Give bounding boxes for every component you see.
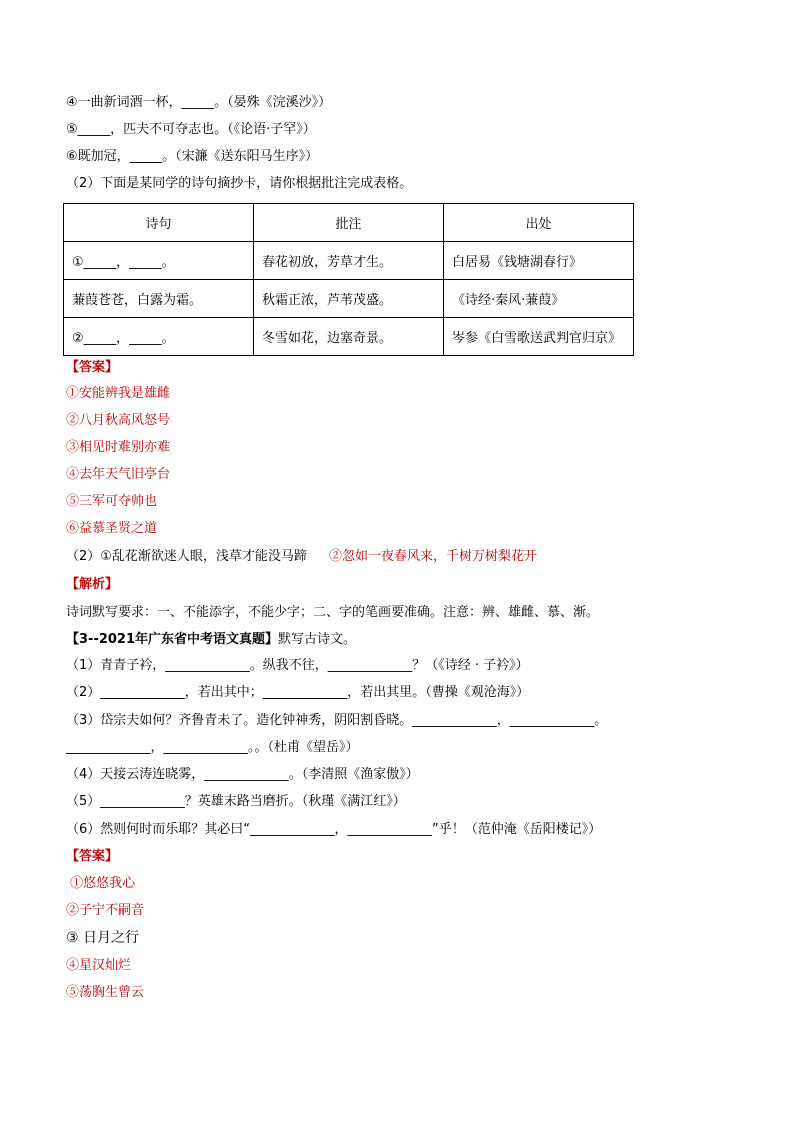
table-header-row (64, 204, 634, 242)
table-cell: 冬雪如花，边塞奇景。 (254, 318, 444, 356)
answer-item: ②八月秋高风怒号 (66, 413, 171, 428)
table-cell: 秋霜正浓，芦苇茂盛。 (254, 280, 444, 318)
answer-item: ④去年天气旧亭台 (66, 467, 171, 482)
answer-part2-b: ②忽如一夜春风来，千树万树梨花开 (328, 549, 537, 564)
question-line: _____________，_____________。。（杜甫《望岳》） (66, 740, 359, 755)
table-row (64, 242, 634, 280)
answer-item: ⑥益慕圣贤之道 (66, 521, 158, 536)
analysis-text: 诗词默写要求：一、不能添字，不能少字；二、字的笔画要准确。注意：辨、雄雌、慕、渐。 (66, 605, 600, 620)
excerpt-table (63, 203, 634, 356)
table-cell: 《诗经·秦风·蒹葭》 (444, 280, 634, 318)
table-cell: ②_____，_____。 (64, 318, 254, 356)
table-row (64, 280, 634, 318)
table-instruction: （2）下面是某同学的诗句摘抄卡，请你根据批注完成表格。 (66, 176, 413, 191)
table-cell: ①_____，_____。 (64, 242, 254, 280)
answer-item: ④星汉灿烂 (66, 958, 132, 973)
question-line: （1）青青子衿，_____________。纵我不往，_____________？（《诗经 · 子衿》） (66, 658, 529, 673)
answer-label: 【答案】 (66, 360, 119, 375)
question-title (66, 631, 356, 649)
answer-part2-prefix: （2） (66, 549, 101, 564)
question-line: （3）岱宗夫如何？齐鲁青未了。造化钟神秀，阴阳割昏晓。_____________，_____________。 (66, 713, 608, 728)
table-cell: 春花初放，芳草才生。 (254, 242, 444, 280)
table-cell: 白居易《钱塘湖春行》 (444, 242, 634, 280)
question-line: （2）_____________，若出其中；_____________，若出其里。（曹操《观沧海》） (66, 685, 530, 700)
question-source: 【3--2021年广东省中考语文真题】 (66, 632, 279, 647)
table-header-cell: 出处 (444, 204, 634, 242)
answer-item: ⑤三军可夺帅也 (66, 494, 158, 509)
answer-part2-a: ①乱花渐欲迷人眼，浅草才能没马蹄 (100, 549, 307, 564)
table-row (64, 318, 634, 356)
answer-item: ①悠悠我心 (66, 876, 136, 891)
table-cell: 岑参《白雪歌送武判官归京》 (444, 318, 634, 356)
poem-line-6: ⑥既加冠，_____。（宋濂《送东阳马生序》） (66, 149, 319, 164)
question-line: （4）天接云涛连晓雾，_____________。（李清照《渔家傲》） (66, 767, 419, 782)
answer-item: ②子宁不嗣音 (66, 903, 145, 918)
answer-item: ③ 日月之行 (66, 930, 140, 946)
answer-item: ③相见时难别亦难 (66, 440, 171, 455)
answer-item: ⑤荡胸生曾云 (66, 985, 145, 1000)
poem-line-4: ④一曲新词酒一杯，_____。（晏殊《浣溪沙》） (66, 95, 332, 110)
answer-label: 【答案】 (66, 849, 119, 864)
answer-item: ①安能辨我是雄雌 (66, 386, 171, 401)
question-instruction: 默写古诗文。 (278, 632, 357, 647)
question-line: （6）然则何时而乐耶？其必曰“_____________，_____________”乎！（范仲淹《岳阳楼记》） (66, 822, 602, 837)
answer-part2 (66, 548, 537, 566)
table-header-cell: 诗句 (64, 204, 254, 242)
table-header-cell: 批注 (254, 204, 444, 242)
analysis-label: 【解析】 (66, 577, 119, 592)
table-cell: 蒹葭苍苍，白露为霜。 (64, 280, 254, 318)
question-line: （5）_____________？英雄末路当磨折。（秋瑾《满江红》） (66, 794, 406, 809)
poem-line-5: ⑤_____，匹夫不可夺志也。（《论语·子罕》） (66, 122, 316, 137)
